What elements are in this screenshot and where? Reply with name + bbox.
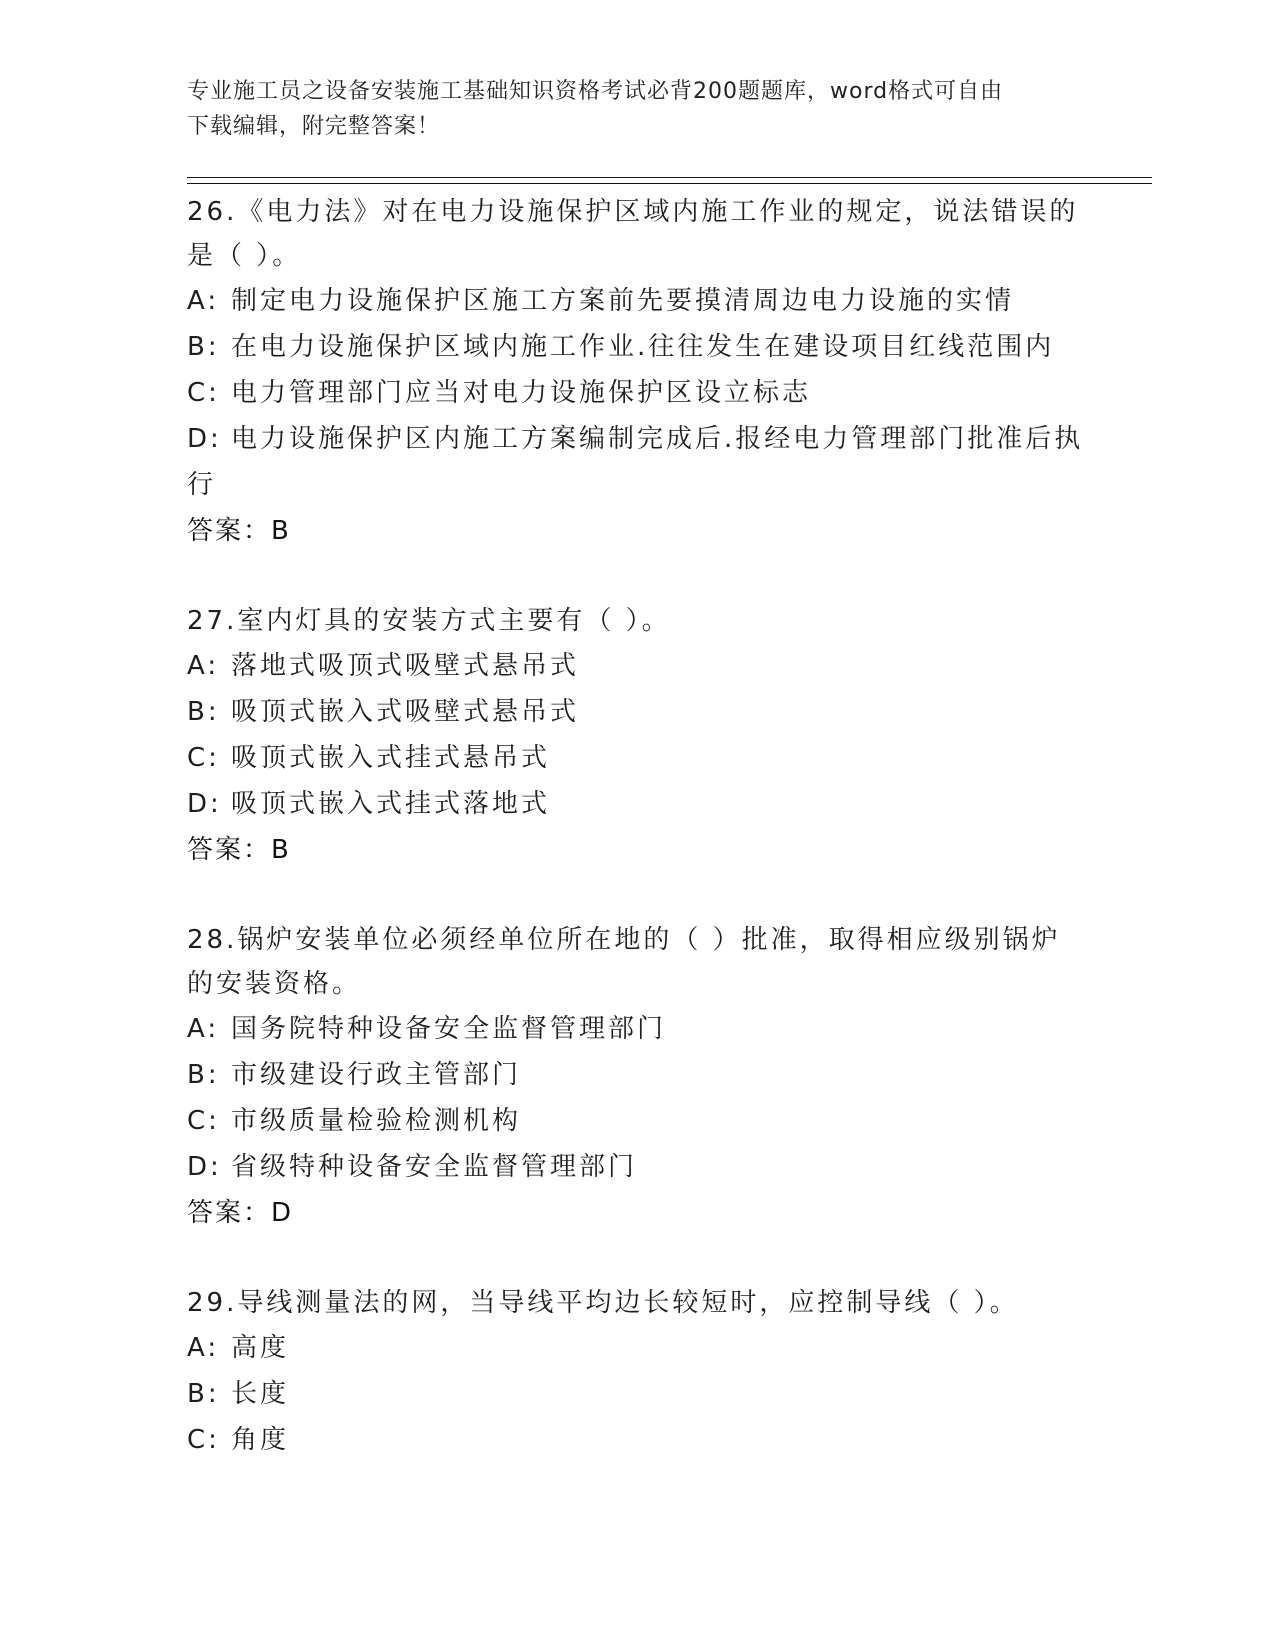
answer-key: 答案：B <box>187 835 291 865</box>
answer-option <box>187 278 1087 324</box>
answer-option <box>187 324 1087 370</box>
answer-option <box>187 689 1087 735</box>
option-letter: B: <box>187 332 220 362</box>
answer-option <box>187 1371 1087 1417</box>
option-text: 市级质量检验检测机构 <box>231 1106 522 1136</box>
option-text: 省级特种设备安全监督管理部门 <box>231 1152 638 1182</box>
option-text: 长度 <box>231 1379 290 1409</box>
option-text: 在电力设施保护区域内施工作业.往往发生在建设项目红线范围内 <box>231 332 1055 362</box>
question-text: 28.锅炉安装单位必须经单位所在地的（ ）批准，取得相应级别锅炉的安装资格。 <box>187 925 1061 999</box>
question-text: 26.《电力法》对在电力设施保护区域内施工作业的规定，说法错误的是（ ）。 <box>187 197 1079 271</box>
option-text: 市级建设行政主管部门 <box>231 1060 522 1090</box>
option-letter: C: <box>187 1425 220 1455</box>
option-letter: B: <box>187 1060 220 1090</box>
option-text: 电力管理部门应当对电力设施保护区设立标志 <box>231 378 812 408</box>
option-text: 高度 <box>231 1333 290 1363</box>
option-text: 落地式吸顶式吸壁式悬吊式 <box>231 651 580 681</box>
option-letter: A: <box>187 1333 220 1363</box>
option-letter: A: <box>187 286 220 316</box>
answer-option <box>187 370 1087 416</box>
option-text: 国务院特种设备安全监督管理部门 <box>231 1014 667 1044</box>
header-line-2: 下载编辑，附完整答案！ <box>187 114 441 139</box>
option-letter: A: <box>187 651 220 681</box>
question-block <box>187 1281 1087 1463</box>
answer-option <box>187 643 1087 689</box>
option-letter: C: <box>187 743 220 773</box>
option-text: 吸顶式嵌入式挂式落地式 <box>231 789 551 819</box>
question-spacer <box>187 873 1087 918</box>
answer-option <box>187 1098 1087 1144</box>
option-text: 吸顶式嵌入式吸壁式悬吊式 <box>231 697 580 727</box>
question-text: 27.室内灯具的安装方式主要有（ ）。 <box>187 606 671 636</box>
option-letter: D: <box>187 424 222 454</box>
answer-option <box>187 1325 1087 1371</box>
question-block <box>187 599 1087 918</box>
question-spacer <box>187 554 1087 599</box>
answer-option <box>187 1417 1087 1463</box>
answer-option <box>187 1052 1087 1098</box>
answer-key: 答案：D <box>187 1198 294 1228</box>
question-list <box>187 190 1087 1463</box>
answer-option <box>187 781 1087 827</box>
option-text: 制定电力设施保护区施工方案前先要摸清周边电力设施的实情 <box>231 286 1015 316</box>
question-block <box>187 190 1087 599</box>
answer-option <box>187 1006 1087 1052</box>
answer-key: 答案：B <box>187 516 291 546</box>
answer-option <box>187 1144 1087 1190</box>
document-header <box>187 74 1087 144</box>
answer-option <box>187 416 1087 508</box>
option-text: 吸顶式嵌入式挂式悬吊式 <box>231 743 551 773</box>
option-letter: C: <box>187 1106 220 1136</box>
question-block <box>187 918 1087 1281</box>
question-spacer <box>187 1236 1087 1281</box>
option-letter: D: <box>187 789 222 819</box>
option-text: 角度 <box>231 1425 290 1455</box>
option-text: 电力设施保护区内施工方案编制完成后.报经电力管理部门批准后执行 <box>187 424 1084 500</box>
answer-option <box>187 735 1087 781</box>
option-letter: C: <box>187 378 220 408</box>
option-letter: D: <box>187 1152 222 1182</box>
header-divider-top <box>187 177 1152 178</box>
option-letter: B: <box>187 697 220 727</box>
header-divider-bottom <box>187 183 1152 184</box>
option-letter: A: <box>187 1014 220 1044</box>
option-letter: B: <box>187 1379 220 1409</box>
header-line-1: 专业施工员之设备安装施工基础知识资格考试必背200题题库，word格式可自由 <box>187 79 1004 104</box>
question-text: 29.导线测量法的网，当导线平均边长较短时，应控制导线（ ）。 <box>187 1288 1019 1318</box>
